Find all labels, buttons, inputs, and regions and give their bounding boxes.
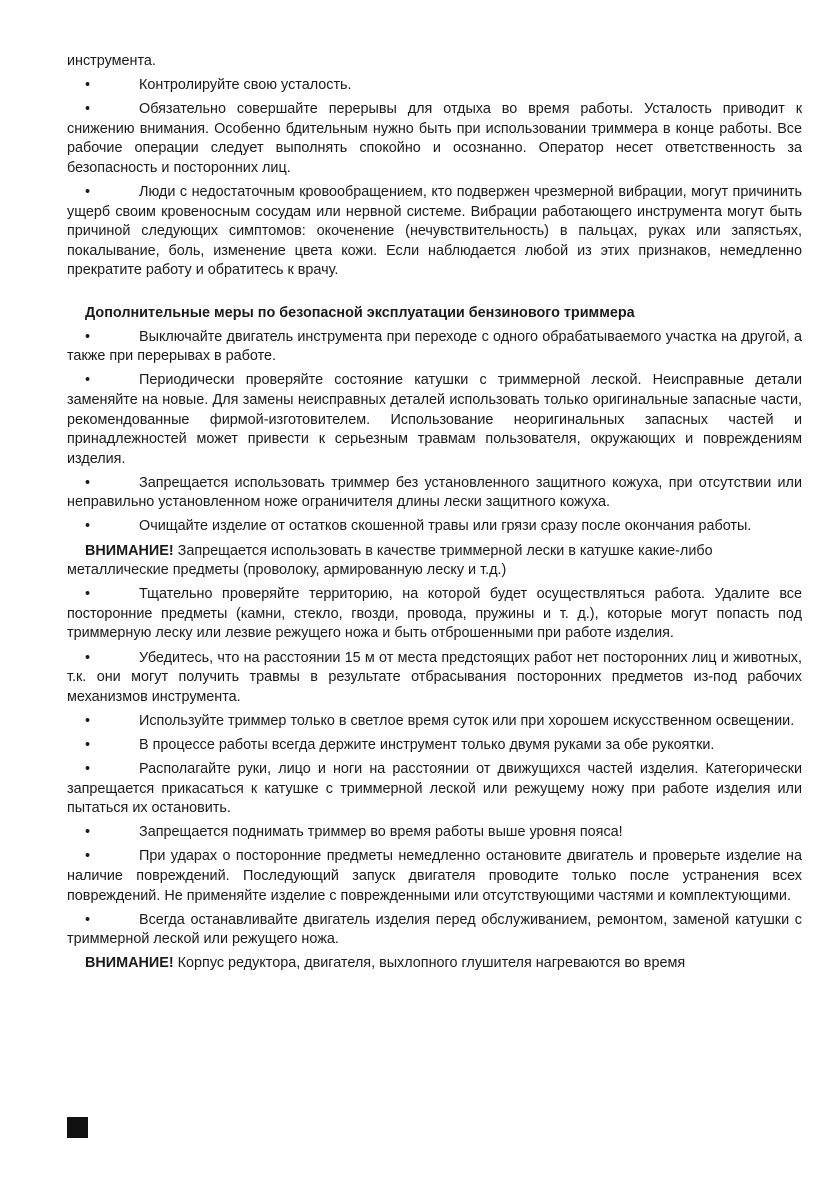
- bullet-text: Всегда останавливайте двигатель изделия перед обслуживанием, ремонтом, заменой катушки с триммерной леской или режущего ножа.: [67, 911, 802, 948]
- bullet-icon: •: [85, 518, 91, 535]
- warning-label: ВНИМАНИЕ!: [85, 955, 174, 972]
- bullet-item: [67, 76, 802, 96]
- bullet-text: Убедитесь, что на расстоянии 15 м от места предстоящих работ нет посторонних лиц и животных, т.к. они могут получить травмы в результате отбрасывания посторонних предметов из-под рабочих механизмов инструмента.: [67, 649, 802, 705]
- warning-text: Корпус редуктора, двигателя, выхлопного глушителя нагреваются во время: [173, 955, 686, 972]
- bullet-icon: •: [85, 736, 91, 753]
- bullet-item: [67, 371, 802, 469]
- warning-paragraph: [67, 542, 802, 581]
- warning-paragraph: [67, 954, 802, 974]
- document-page: [67, 52, 802, 978]
- bullet-item: [67, 760, 802, 819]
- bullet-text: При ударах о посторонние предметы немедленно остановите двигатель и проверьте изделие на наличие повреждений. Последующий запуск двигателя проводите только после устранения всех повреждений. Не применяйте изделие с поврежденными или отсутствующими частями и комплектующими.: [67, 848, 802, 904]
- bullet-item: [67, 517, 802, 537]
- bullet-item: [67, 585, 802, 644]
- bullet-text: Используйте триммер только в светлое время суток или при хорошем искусственном освещении.: [139, 712, 795, 729]
- bullet-text: Запрещается поднимать триммер во время работы выше уровня пояса!: [139, 824, 623, 841]
- bullet-text: Тщательно проверяйте территорию, на которой будет осуществляться работа. Удалите все посторонние предметы (камни, стекло, гвозди, провода, пружины и т. д.), которые могут попасть под триммерную леску или лезвие режущего ножа и быть отброшенными при работе изделия.: [67, 586, 802, 642]
- bullet-text: Очищайте изделие от остатков скошенной травы или грязи сразу после окончания работы.: [139, 518, 752, 535]
- bullet-icon: •: [85, 77, 91, 94]
- bullet-icon: •: [85, 848, 91, 865]
- bullet-text: В процессе работы всегда держите инструмент только двумя руками за обе рукоятки.: [139, 736, 715, 753]
- bullet-icon: •: [85, 101, 91, 118]
- bullet-item: [67, 183, 802, 281]
- section-heading: Дополнительные меры по безопасной эксплуатации бензинового триммера: [85, 305, 635, 322]
- bullet-text: Располагайте руки, лицо и ноги на расстоянии от движущихся частей изделия. Категорически запрещается прикасаться к катушке с триммерной леской или режущему ножу при работе изделия или пытаться их остановить.: [67, 761, 802, 817]
- warning-text: Запрещается использовать в качестве триммерной лески в катушке какие-либо металлические предметы (проволоку, армированную леску и т.д.): [67, 542, 713, 579]
- bullet-text: Люди с недостаточным кровообращением, кто подвержен чрезмерной вибрации, могут причинить ущерб своим кровеносным сосудам или нервной системе. Вибрации работающего инструмента могут быть причиной следующих симптомов: окоченение (нечувствительность) в пальцах, руках или запястьях, покалывание, боль, изменение цвета кожи. Если наблюдается любой из этих признаков, немедленно прекратите работу и обратитесь к врачу.: [67, 184, 802, 279]
- bullet-text: Обязательно совершайте перерывы для отдыха во время работы. Усталость приводит к снижению внимания. Особенно бдительным нужно быть при использовании триммера в конце работы. Все рабочие операции следует выполнять спокойно и осознанно. Оператор несет ответственность за безопасность и посторонних лиц.: [67, 101, 802, 176]
- bullet-icon: •: [85, 372, 91, 389]
- bullet-icon: •: [85, 824, 91, 841]
- bullet-item: [67, 712, 802, 732]
- bullet-text: Запрещается использовать триммер без установленного защитного кожуха, при отсутствии или неправильно установленном ноже ограничителя длины лески защитного кожуха.: [67, 474, 802, 511]
- bullet-icon: •: [85, 328, 91, 345]
- bullet-item: [67, 649, 802, 708]
- bullet-text: Контролируйте свою усталость.: [139, 77, 352, 94]
- bullet-item: [67, 736, 802, 756]
- bullet-item: [67, 100, 802, 178]
- bullet-item: [67, 328, 802, 367]
- bullet-icon: •: [85, 761, 91, 777]
- bullet-item: [67, 911, 802, 950]
- warning-label: ВНИМАНИЕ!: [85, 542, 174, 559]
- bullet-icon: •: [85, 712, 91, 729]
- bullet-icon: •: [85, 649, 91, 666]
- bullet-item: [67, 823, 802, 843]
- bullet-text: Периодически проверяйте состояние катушки с триммерной леской. Неисправные детали заменяйте на новые. Для замены неисправных деталей использовать только оригинальные запасные части, рекомендованные фирмой-изготовителем. Использование неоригинальных запасных частей и принадлежностей может привести к серьезным травмам пользователя, окружающих и повреждениям изделия.: [67, 372, 802, 467]
- page-marker-square: [67, 1117, 88, 1138]
- bullet-icon: •: [85, 474, 91, 491]
- bullet-icon: •: [85, 911, 91, 928]
- continuation-line: инструмента.: [67, 53, 156, 69]
- bullet-icon: •: [85, 586, 91, 603]
- bullet-text: Выключайте двигатель инструмента при переходе с одного обрабатываемого участка на другой, а также при перерывах в работе.: [67, 328, 802, 365]
- bullet-icon: •: [85, 184, 91, 201]
- bullet-item: [67, 847, 802, 906]
- bullet-item: [67, 474, 802, 513]
